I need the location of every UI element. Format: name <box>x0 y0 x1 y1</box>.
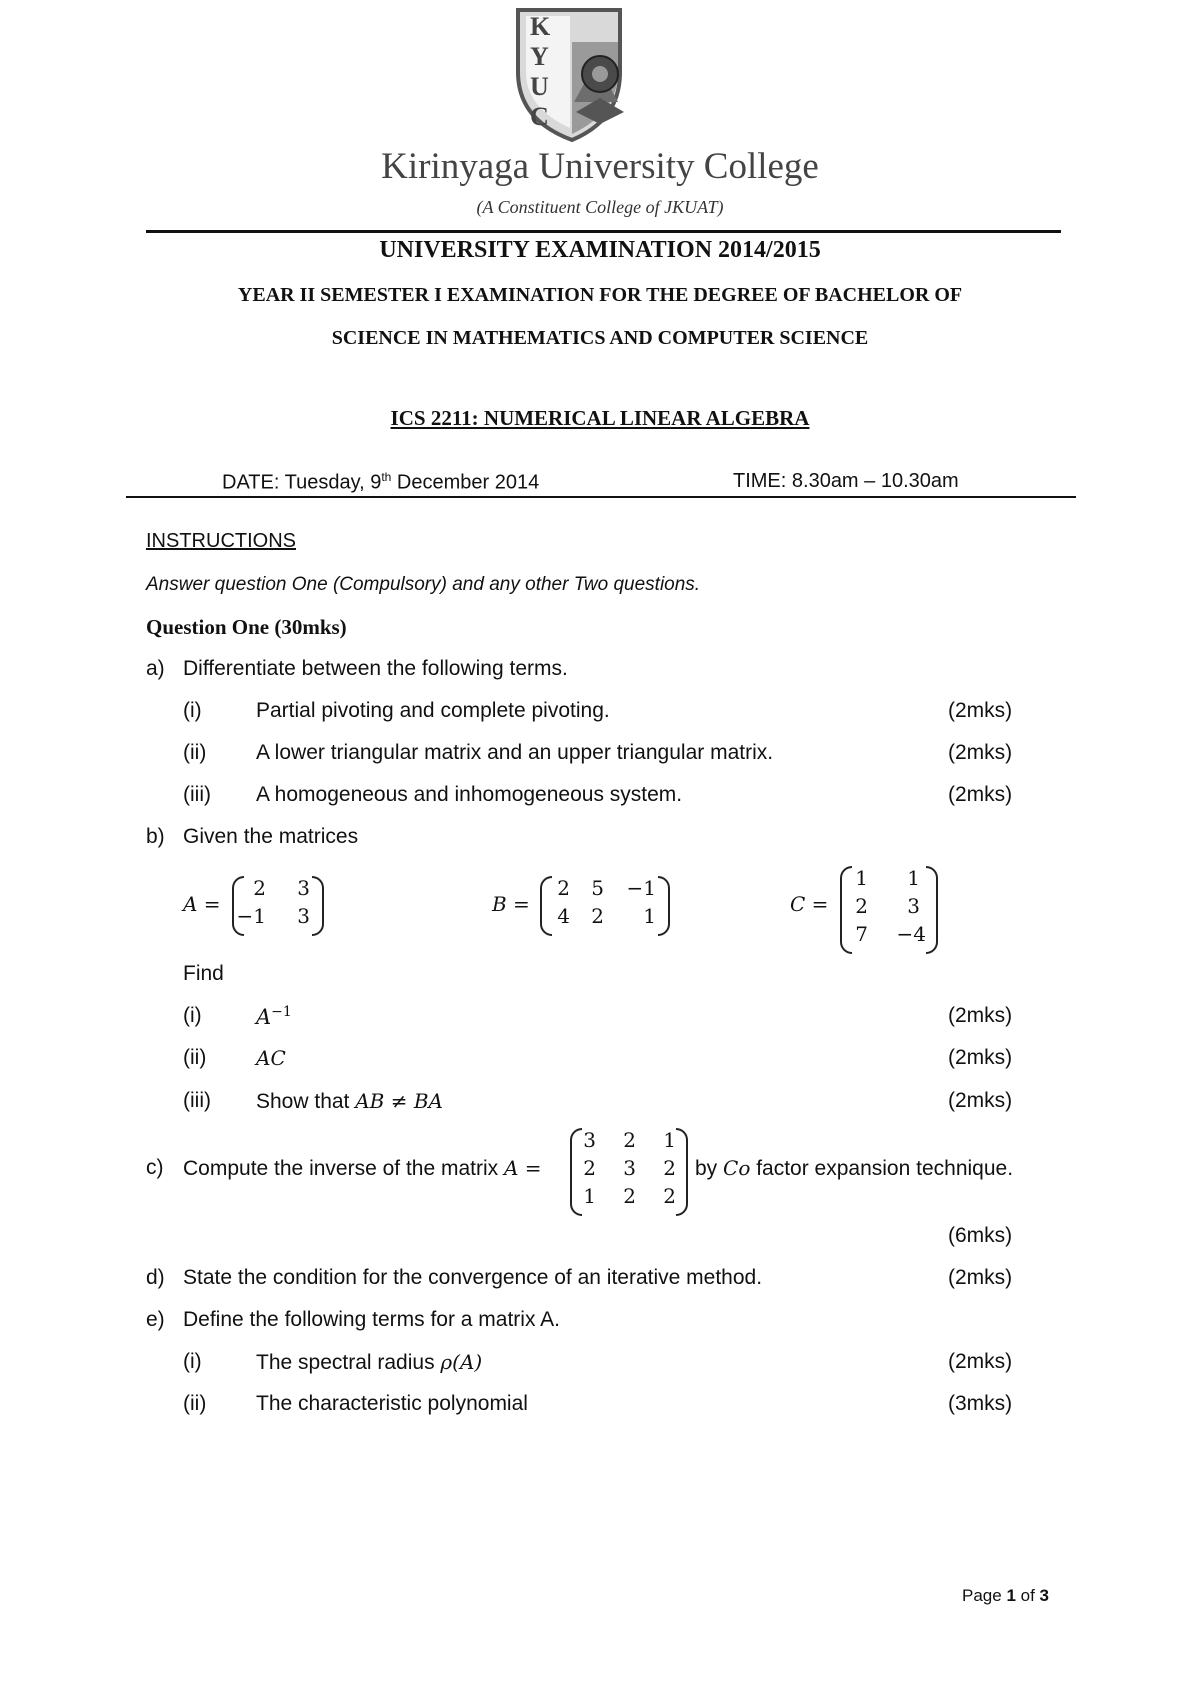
part-c-matrix-cell: 1 <box>663 1128 676 1152</box>
b-iii-marks: (2mks) <box>948 1089 1013 1112</box>
college-name: Kirinyaga University College <box>381 146 819 187</box>
page-mid: of <box>1015 1586 1040 1605</box>
part-c-matrix-cell: 2 <box>623 1184 636 1208</box>
header-rule <box>146 230 1061 233</box>
course-title <box>0 406 1200 431</box>
college-logo <box>500 2 700 144</box>
logo-letters: KYUC <box>530 12 551 131</box>
d-marks: (2mks) <box>948 1266 1013 1289</box>
part-e-label: e) <box>146 1308 165 1331</box>
b-ii-marks: (2mks) <box>948 1046 1013 1069</box>
matrix-c-name: C = <box>790 892 829 916</box>
e-i-text <box>256 1350 482 1375</box>
b-iii-math: AB ≠ BA <box>355 1089 443 1113</box>
matrix-c-cell: 1 <box>855 866 868 890</box>
part-c-matrix-cell: 3 <box>623 1156 636 1180</box>
find-label: Find <box>183 962 224 985</box>
e-i-marks: (2mks) <box>948 1350 1013 1373</box>
part-c-before: Compute the inverse of the matrix <box>183 1157 504 1180</box>
part-d-label: d) <box>146 1266 165 1289</box>
course-title-text: ICS 2211: NUMERICAL LINEAR ALGEBRA <box>390 406 810 430</box>
part-c-matrix-cell: 2 <box>663 1156 676 1180</box>
matrix-a-right-paren <box>312 876 324 936</box>
c-marks: (6mks) <box>948 1224 1013 1247</box>
matrix-a-cell: 2 <box>253 876 266 900</box>
matrix-b-name: B = <box>492 892 530 916</box>
matrix-a-cell: −1 <box>236 904 266 928</box>
college-subtitle: (A Constituent College of JKUAT) <box>476 197 724 217</box>
matrix-c-cell: 7 <box>855 922 868 946</box>
degree-line-1: YEAR II SEMESTER I EXAMINATION FOR THE DEGREE OF BACHELOR OF <box>237 284 963 306</box>
b-i-math: A <box>256 1005 272 1029</box>
b-i-marks: (2mks) <box>948 1004 1013 1027</box>
date-prefix: DATE: Tuesday, 9 <box>222 471 382 494</box>
date-rule <box>126 496 1076 498</box>
part-c-matrix-cell: 2 <box>663 1184 676 1208</box>
matrix-b-cell: 2 <box>591 904 604 928</box>
b-iii-text <box>256 1089 443 1114</box>
e-ii-num: (ii) <box>183 1392 207 1415</box>
b-ii-text: AC <box>256 1046 286 1070</box>
a-i-text: Partial pivoting and complete pivoting. <box>256 699 610 722</box>
instructions-text: Answer question One (Compulsory) and any other Two questions. <box>146 574 701 595</box>
question-one-title: Question One (30mks) <box>146 615 347 639</box>
date-suffix: December 2014 <box>391 471 540 494</box>
a-i-num: (i) <box>183 699 202 722</box>
date-sup: th <box>381 470 392 484</box>
part-c-matrix-cell: 1 <box>583 1184 596 1208</box>
exam-title: UNIVERSITY EXAMINATION 2014/2015 <box>379 237 821 263</box>
part-c-co: Co <box>723 1156 751 1180</box>
part-e-text: Define the following terms for a matrix A. <box>183 1308 560 1331</box>
exam-date <box>222 470 539 495</box>
e-ii-marks: (3mks) <box>948 1392 1013 1415</box>
a-ii-marks: (2mks) <box>948 741 1013 764</box>
matrix-b-cell: 2 <box>557 876 570 900</box>
part-c-matrix-cell: 3 <box>583 1128 596 1152</box>
degree-line-2: SCIENCE IN MATHEMATICS AND COMPUTER SCIENCE <box>331 327 869 349</box>
b-ii-num: (ii) <box>183 1046 207 1069</box>
e-i-plain: The spectral radius <box>256 1351 441 1374</box>
b-i-text <box>256 1004 292 1030</box>
e-ii-text: The characteristic polynomial <box>256 1392 528 1415</box>
b-i-sup: −1 <box>271 1004 292 1020</box>
matrix-b-cell: −1 <box>626 876 656 900</box>
matrix-b-cell: 5 <box>591 876 604 900</box>
matrix-c-cell: 3 <box>907 894 920 918</box>
instructions-heading: INSTRUCTIONS <box>146 530 296 552</box>
matrix-a-cell: 3 <box>297 876 310 900</box>
matrix-b-right-paren <box>658 876 670 936</box>
matrix-c-right-paren <box>926 866 938 954</box>
e-i-num: (i) <box>183 1350 202 1373</box>
part-b-label: b) <box>146 825 165 848</box>
a-iii-marks: (2mks) <box>948 783 1013 806</box>
matrix-b-cell: 4 <box>557 904 570 928</box>
page-number <box>962 1586 1049 1606</box>
page-total: 3 <box>1039 1586 1049 1605</box>
matrix-a-name: A = <box>183 892 221 916</box>
b-iii-num: (iii) <box>183 1089 211 1112</box>
b-i-num: (i) <box>183 1004 202 1027</box>
matrix-c-cell: 2 <box>855 894 868 918</box>
part-d-text: State the condition for the convergence of an iterative method. <box>183 1266 763 1289</box>
part-c-by: by <box>695 1157 724 1180</box>
page-current: 1 <box>1006 1586 1016 1605</box>
page-prefix: Page <box>962 1586 1007 1605</box>
part-c-matrix-cell: 2 <box>583 1156 596 1180</box>
matrix-c-cell: −4 <box>896 922 926 946</box>
matrix-a-cell: 3 <box>297 904 310 928</box>
matrix-b-cell: 1 <box>643 904 656 928</box>
part-c-after <box>695 1156 1013 1181</box>
a-i-marks: (2mks) <box>948 699 1013 722</box>
part-a-label: a) <box>146 657 165 680</box>
part-c-tail: factor expansion technique. <box>750 1157 1014 1180</box>
matrix-c2-right-paren <box>676 1128 688 1216</box>
a-ii-num: (ii) <box>183 741 207 764</box>
a-iii-num: (iii) <box>183 783 211 806</box>
e-i-math: ρ(A) <box>440 1350 483 1374</box>
a-iii-text: A homogeneous and inhomogeneous system. <box>256 783 683 806</box>
exam-time: TIME: 8.30am – 10.30am <box>733 470 959 492</box>
matrix-c-cell: 1 <box>907 866 920 890</box>
a-ii-text: A lower triangular matrix and an upper triangular matrix. <box>256 741 774 764</box>
part-c-text <box>183 1156 542 1181</box>
part-b-text: Given the matrices <box>183 825 359 848</box>
part-c-label: c) <box>146 1156 164 1179</box>
part-c-matrix-cell: 2 <box>623 1128 636 1152</box>
part-c-matrix-name: A = <box>503 1156 542 1180</box>
b-iii-plain: Show that <box>256 1090 356 1113</box>
part-a-text: Differentiate between the following terms. <box>183 657 568 680</box>
